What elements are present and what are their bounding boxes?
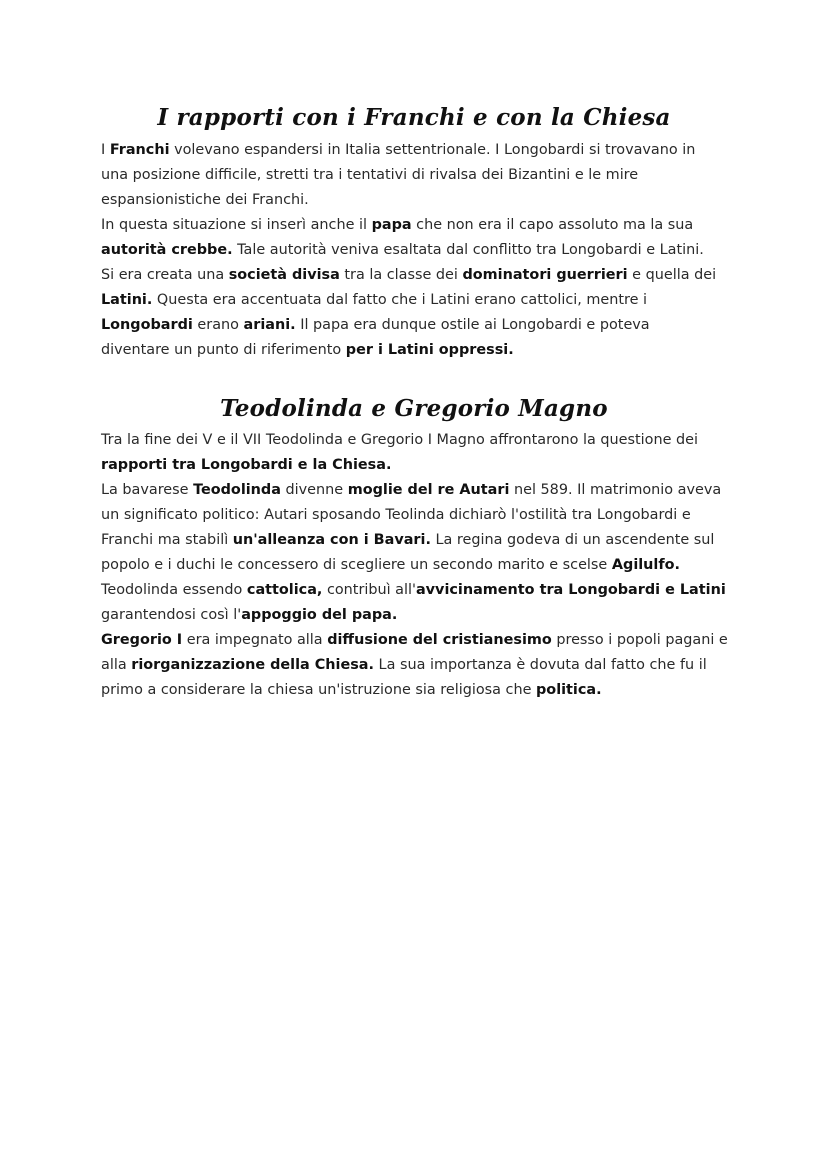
text-line [101, 653, 741, 678]
text-segment: era impegnato alla [182, 632, 328, 648]
text-segment: In questa situazione si inserì anche il [101, 217, 372, 233]
text-line [101, 138, 741, 163]
text-segment-bold [416, 582, 726, 598]
text-segment-bold [247, 582, 322, 598]
text-line [101, 238, 741, 263]
text-segment: erano [192, 317, 244, 333]
text-segment: I [101, 142, 110, 158]
text-segment: La regina godeva di un ascendente sul [430, 532, 715, 548]
text-segment: Tale autorità veniva esaltata dal conflitto tra Longobardi e Latini. [232, 242, 704, 258]
emphasized-text: ariani. [243, 317, 296, 333]
text-line [101, 338, 741, 363]
text-segment: che non era il capo assoluto ma la sua [411, 217, 694, 233]
emphasized-text: un'alleanza con i Bavari. [232, 532, 431, 548]
text-line [101, 678, 741, 703]
text-segment: primo a considerare la chiesa un'istruzione sia religiosa che [101, 682, 536, 698]
emphasized-text: Latini. [101, 292, 153, 308]
text-segment: tra la classe dei [339, 267, 463, 283]
emphasized-text: appoggio del papa. [241, 607, 398, 623]
text-line [101, 478, 741, 503]
text-segment: nel 589. Il matrimonio aveva [509, 482, 722, 498]
text-line [101, 288, 741, 313]
text-line [101, 313, 741, 338]
emphasized-text: per i Latini oppressi. [345, 342, 514, 358]
text-segment: una posizione difficile, stretti tra i tentativi di rivalsa dei Bizantini e le mire [101, 167, 639, 183]
text-segment-bold [536, 682, 602, 698]
emphasized-text: rapporti tra Longobardi e la Chiesa. [101, 457, 392, 473]
text-segment: Franchi ma stabilì [101, 532, 233, 548]
text-segment: espansionistiche dei Franchi. [101, 192, 309, 208]
text-segment-bold [233, 532, 431, 548]
text-segment-bold [241, 607, 397, 623]
text-segment: La bavarese [101, 482, 194, 498]
text-segment-bold [462, 267, 627, 283]
text-segment-bold [101, 242, 233, 258]
text-segment: e quella dei [627, 267, 717, 283]
emphasized-text: Teodolinda [193, 482, 281, 498]
text-segment-bold [193, 482, 281, 498]
emphasized-text: Gregorio I [101, 632, 183, 648]
text-segment-bold [110, 142, 170, 158]
section-title-franchi-chiesa: I rapporti con i Franchi e con la Chiesa [157, 104, 671, 131]
text-line [101, 528, 741, 553]
emphasized-text: società divisa [228, 267, 340, 283]
emphasized-text: papa [371, 217, 412, 233]
text-segment: divenne [280, 482, 348, 498]
text-segment-bold [244, 317, 296, 333]
text-segment-bold [348, 482, 510, 498]
emphasized-text: dominatori guerrieri [462, 267, 628, 283]
text-segment: garantendosi così l' [101, 607, 242, 623]
emphasized-text: politica. [536, 682, 602, 698]
text-segment: Questa era accentuata dal fatto che i Latini erano cattolici, mentre i [152, 292, 648, 308]
text-segment: alla [101, 657, 132, 673]
text-segment: Il papa era dunque ostile ai Longobardi e poteva [295, 317, 650, 333]
text-segment: Teodolinda essendo [101, 582, 247, 598]
emphasized-text: Franchi [109, 142, 170, 158]
text-segment: presso i popoli pagani e [551, 632, 728, 648]
text-line [101, 188, 741, 213]
text-segment-bold [101, 292, 152, 308]
text-segment: Si era creata una [101, 267, 229, 283]
text-segment: Tra la fine dei V e il VII Teodolinda e Gregorio I Magno affrontarono la questione dei [101, 432, 699, 448]
text-segment: contribuì all' [322, 582, 416, 598]
section-body-franchi-chiesa [101, 138, 741, 363]
text-segment: popolo e i duchi le concessero di scegliere un secondo marito e scelse [101, 557, 612, 573]
text-segment-bold [131, 657, 374, 673]
text-line [101, 553, 741, 578]
text-line [101, 453, 741, 478]
text-line [101, 628, 741, 653]
emphasized-text: Longobardi [101, 317, 193, 333]
emphasized-text: cattolica, [246, 582, 323, 598]
text-segment-bold [101, 317, 193, 333]
text-segment: un significato politico: Autari sposando Teolinda dichiarò l'ostilità tra Longobardi e [101, 507, 691, 523]
text-line [101, 163, 741, 188]
text-segment: diventare un punto di riferimento [101, 342, 346, 358]
text-segment-bold [101, 457, 391, 473]
section-title-teodolinda-gregorio: Teodolinda e Gregorio Magno [220, 395, 608, 422]
emphasized-text: autorità crebbe. [101, 242, 233, 258]
emphasized-text: avvicinamento tra Longobardi e Latini [415, 582, 726, 598]
text-line [101, 213, 741, 238]
text-segment: volevano espandersi in Italia settentrionale. I Longobardi si trovavano in [169, 142, 696, 158]
text-line [101, 503, 741, 528]
text-line [101, 263, 741, 288]
emphasized-text: Agilulfo. [611, 557, 680, 573]
text-segment-bold [612, 557, 680, 573]
emphasized-text: riorganizzazione della Chiesa. [131, 657, 374, 673]
section-body-teodolinda-gregorio [101, 428, 741, 703]
text-segment-bold [327, 632, 552, 648]
emphasized-text: moglie del re Autari [347, 482, 510, 498]
text-line [101, 603, 741, 628]
text-segment-bold [229, 267, 340, 283]
emphasized-text: diffusione del cristianesimo [327, 632, 552, 648]
text-segment-bold [372, 217, 412, 233]
text-line [101, 428, 741, 453]
text-segment: La sua importanza è dovuta dal fatto che fu il [373, 657, 707, 673]
text-segment-bold [346, 342, 514, 358]
text-segment-bold [101, 632, 182, 648]
text-line [101, 578, 741, 603]
